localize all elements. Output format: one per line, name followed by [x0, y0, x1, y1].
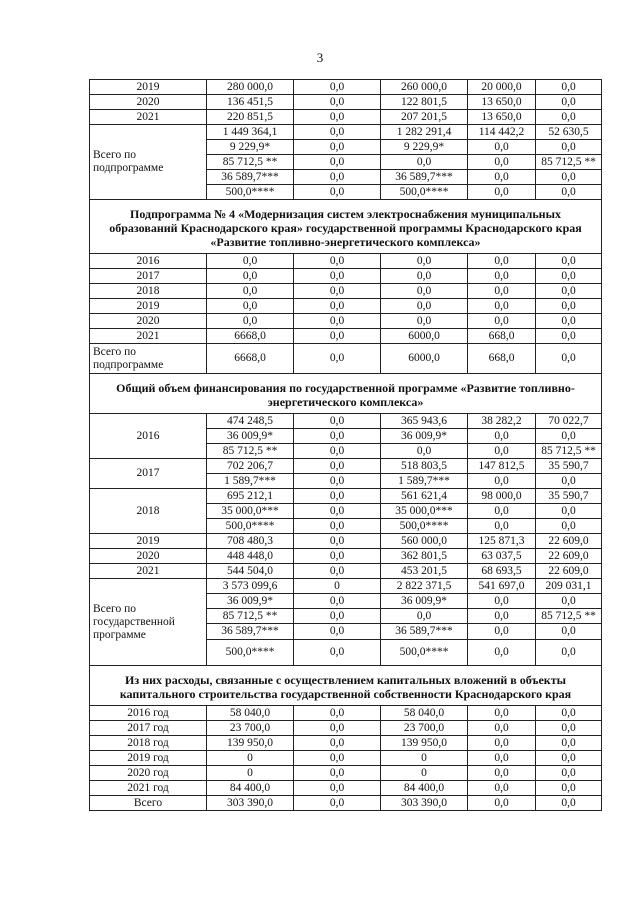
amount-cell-3: 500,0**** [381, 640, 468, 666]
table-row [90, 254, 602, 269]
amount-cell-3: 207 201,5 [381, 110, 468, 125]
amount-cell-5: 0,0 [536, 329, 602, 344]
amount-cell-4: 0,0 [468, 796, 536, 811]
amount-cell-2: 0,0 [294, 140, 381, 155]
amount-cell-4: 98 000,0 [468, 489, 536, 504]
amount-cell-2: 0,0 [294, 269, 381, 284]
amount-cell-3: 500,0**** [381, 185, 468, 200]
amount-cell-1: 500,0**** [207, 185, 294, 200]
amount-cell-5: 0,0 [536, 110, 602, 125]
amount-cell-5: 0,0 [536, 766, 602, 781]
amount-cell-3: 6000,0 [381, 344, 468, 374]
amount-cell-2: 0,0 [294, 594, 381, 609]
amount-cell-1: 544 504,0 [207, 564, 294, 579]
amount-cell-3: 1 282 291,4 [381, 125, 468, 140]
amount-cell-2: 0,0 [294, 504, 381, 519]
year-cell: 2018 [90, 284, 207, 299]
amount-cell-3: 2 822 371,5 [381, 579, 468, 594]
subprogram-4-heading: Подпрограмма № 4 «Модернизация систем электроснабжения муниципальных образований Краснодарского края» государственной программы Краснодарского края «Развитие топливно-энергетического комплекса» [90, 200, 602, 254]
amount-cell-3: 0,0 [381, 269, 468, 284]
amount-cell-3: 500,0**** [381, 519, 468, 534]
table-row [90, 80, 602, 95]
amount-cell-2: 0,0 [294, 489, 381, 504]
amount-cell-4: 0,0 [468, 254, 536, 269]
amount-cell-2: 0,0 [294, 534, 381, 549]
amount-cell-2: 0,0 [294, 549, 381, 564]
year-cell: 2017 [90, 459, 207, 489]
total-label: Всего по государственной программе [90, 579, 207, 666]
amount-cell-2: 0,0 [294, 624, 381, 640]
amount-cell-1: 702 206,7 [207, 459, 294, 474]
amount-cell-5: 0,0 [536, 624, 602, 640]
amount-cell-4: 0,0 [468, 284, 536, 299]
amount-cell-3: 362 801,5 [381, 549, 468, 564]
amount-cell-1: 3 573 099,6 [207, 579, 294, 594]
amount-cell-2: 0,0 [294, 110, 381, 125]
amount-cell-3: 84 400,0 [381, 781, 468, 796]
amount-cell-4: 0,0 [468, 504, 536, 519]
amount-cell-4: 147 812,5 [468, 459, 536, 474]
amount-cell-5: 0,0 [536, 594, 602, 609]
table-row [90, 284, 602, 299]
year-cell: 2019 [90, 80, 207, 95]
table-row [90, 95, 602, 110]
amount-cell-1: 36 009,9* [207, 594, 294, 609]
amount-cell-3: 518 803,5 [381, 459, 468, 474]
amount-cell-2: 0,0 [294, 519, 381, 534]
year-cell: 2018 год [90, 736, 207, 751]
amount-cell-3: 0,0 [381, 155, 468, 170]
amount-cell-4: 0,0 [468, 781, 536, 796]
amount-cell-2: 0,0 [294, 344, 381, 374]
amount-cell-2: 0,0 [294, 329, 381, 344]
amount-cell-1: 139 950,0 [207, 736, 294, 751]
total-row [90, 344, 602, 374]
amount-cell-2: 0,0 [294, 185, 381, 200]
table-row [90, 736, 602, 751]
table-row [90, 110, 602, 125]
amount-cell-1: 85 712,5 ** [207, 155, 294, 170]
table-row [90, 781, 602, 796]
amount-cell-4: 0,0 [468, 519, 536, 534]
amount-cell-4: 20 000,0 [468, 80, 536, 95]
amount-cell-3: 0,0 [381, 299, 468, 314]
amount-cell-3: 35 000,0*** [381, 504, 468, 519]
amount-cell-5: 0,0 [536, 140, 602, 155]
amount-cell-3: 122 801,5 [381, 95, 468, 110]
amount-cell-4: 0,0 [468, 721, 536, 736]
amount-cell-4: 0,0 [468, 314, 536, 329]
year-cell: 2016 [90, 414, 207, 459]
amount-cell-1: 1 589,7*** [207, 474, 294, 489]
amount-cell-3: 1 589,7*** [381, 474, 468, 489]
amount-cell-3: 0,0 [381, 444, 468, 459]
amount-cell-3: 36 589,7*** [381, 624, 468, 640]
amount-cell-4: 0,0 [468, 299, 536, 314]
amount-cell-1: 136 451,5 [207, 95, 294, 110]
year-cell: 2020 [90, 95, 207, 110]
amount-cell-1: 9 229,9* [207, 140, 294, 155]
amount-cell-2: 0,0 [294, 721, 381, 736]
table-row [90, 329, 602, 344]
amount-cell-4: 0,0 [468, 140, 536, 155]
amount-cell-1: 36 589,7*** [207, 170, 294, 185]
table-row [90, 751, 602, 766]
total-label: Всего по подпрограмме [90, 344, 207, 374]
table-row [90, 314, 602, 329]
year-cell: 2016 год [90, 706, 207, 721]
amount-cell-4: 125 871,3 [468, 534, 536, 549]
amount-cell-1: 23 700,0 [207, 721, 294, 736]
year-cell: 2019 [90, 534, 207, 549]
amount-cell-4: 0,0 [468, 474, 536, 489]
amount-cell-3: 560 000,0 [381, 534, 468, 549]
amount-cell-4: 0,0 [468, 155, 536, 170]
amount-cell-2: 0,0 [294, 254, 381, 269]
amount-cell-1: 220 851,5 [207, 110, 294, 125]
amount-cell-5: 0,0 [536, 796, 602, 811]
amount-cell-5: 0,0 [536, 269, 602, 284]
year-cell: 2016 [90, 254, 207, 269]
amount-cell-2: 0,0 [294, 459, 381, 474]
amount-cell-2: 0,0 [294, 95, 381, 110]
amount-cell-5: 0,0 [536, 519, 602, 534]
amount-cell-2: 0,0 [294, 80, 381, 95]
amount-cell-4: 0,0 [468, 624, 536, 640]
amount-cell-4: 668,0 [468, 344, 536, 374]
amount-cell-5: 0,0 [536, 721, 602, 736]
year-cell: 2019 год [90, 751, 207, 766]
amount-cell-5: 85 712,5 ** [536, 609, 602, 624]
amount-cell-5: 85 712,5 ** [536, 444, 602, 459]
amount-cell-4: 114 442,2 [468, 125, 536, 140]
table-row [90, 269, 602, 284]
amount-cell-5: 209 031,1 [536, 579, 602, 594]
table-row [90, 766, 602, 781]
amount-cell-1: 280 000,0 [207, 80, 294, 95]
amount-cell-4: 0,0 [468, 170, 536, 185]
table-row [90, 721, 602, 736]
amount-cell-3: 260 000,0 [381, 80, 468, 95]
amount-cell-2: 0,0 [294, 609, 381, 624]
amount-cell-5: 0,0 [536, 640, 602, 666]
amount-cell-4: 0,0 [468, 269, 536, 284]
amount-cell-1: 35 000,0*** [207, 504, 294, 519]
year-cell: 2020 год [90, 766, 207, 781]
amount-cell-3: 139 950,0 [381, 736, 468, 751]
amount-cell-5: 0,0 [536, 170, 602, 185]
amount-cell-3: 303 390,0 [381, 796, 468, 811]
amount-cell-2: 0,0 [294, 125, 381, 140]
financing-table [89, 79, 602, 811]
table-row [90, 579, 602, 594]
amount-cell-1: 708 480,3 [207, 534, 294, 549]
amount-cell-5: 22 609,0 [536, 534, 602, 549]
year-cell: 2021 [90, 110, 207, 125]
amount-cell-1: 6668,0 [207, 329, 294, 344]
amount-cell-3: 9 229,9* [381, 140, 468, 155]
amount-cell-4: 13 650,0 [468, 110, 536, 125]
year-cell: 2021 [90, 329, 207, 344]
amount-cell-1: 500,0**** [207, 640, 294, 666]
amount-cell-1: 474 248,5 [207, 414, 294, 429]
amount-cell-3: 0,0 [381, 609, 468, 624]
amount-cell-1: 85 712,5 ** [207, 444, 294, 459]
amount-cell-5: 70 022,7 [536, 414, 602, 429]
amount-cell-4: 68 693,5 [468, 564, 536, 579]
amount-cell-4: 0,0 [468, 444, 536, 459]
amount-cell-4: 668,0 [468, 329, 536, 344]
amount-cell-5: 0,0 [536, 185, 602, 200]
amount-cell-2: 0,0 [294, 766, 381, 781]
amount-cell-2: 0,0 [294, 155, 381, 170]
amount-cell-1: 695 212,1 [207, 489, 294, 504]
amount-cell-3: 0 [381, 766, 468, 781]
amount-cell-3: 0,0 [381, 314, 468, 329]
amount-cell-5: 0,0 [536, 344, 602, 374]
amount-cell-5: 0,0 [536, 474, 602, 489]
amount-cell-2: 0,0 [294, 284, 381, 299]
amount-cell-1: 0 [207, 751, 294, 766]
amount-cell-5: 52 630,5 [536, 125, 602, 140]
amount-cell-5: 0,0 [536, 314, 602, 329]
amount-cell-4: 0,0 [468, 185, 536, 200]
amount-cell-4: 0,0 [468, 609, 536, 624]
year-cell: 2021 год [90, 781, 207, 796]
amount-cell-3: 36 009,9* [381, 429, 468, 444]
table-row [90, 414, 602, 429]
amount-cell-4: 0,0 [468, 751, 536, 766]
amount-cell-2: 0,0 [294, 474, 381, 489]
amount-cell-3: 0,0 [381, 284, 468, 299]
amount-cell-4: 541 697,0 [468, 579, 536, 594]
year-cell: 2019 [90, 299, 207, 314]
amount-cell-1: 36 589,7*** [207, 624, 294, 640]
year-cell: 2020 [90, 314, 207, 329]
amount-cell-2: 0,0 [294, 564, 381, 579]
year-cell: 2017 [90, 269, 207, 284]
table-row [90, 549, 602, 564]
amount-cell-5: 0,0 [536, 706, 602, 721]
amount-cell-5: 22 609,0 [536, 564, 602, 579]
amount-cell-3: 0 [381, 751, 468, 766]
amount-cell-1: 6668,0 [207, 344, 294, 374]
amount-cell-3: 365 943,6 [381, 414, 468, 429]
total-financing-heading: Общий объем финансирования по государственной программе «Развитие топливно-энергетического комплекса» [90, 374, 602, 414]
amount-cell-5: 0,0 [536, 429, 602, 444]
table-row [90, 564, 602, 579]
amount-cell-2: 0,0 [294, 640, 381, 666]
amount-cell-1: 0,0 [207, 284, 294, 299]
amount-cell-1: 0 [207, 766, 294, 781]
amount-cell-4: 0,0 [468, 736, 536, 751]
amount-cell-3: 561 621,4 [381, 489, 468, 504]
amount-cell-2: 0,0 [294, 429, 381, 444]
amount-cell-1: 500,0**** [207, 519, 294, 534]
amount-cell-2: 0,0 [294, 299, 381, 314]
amount-cell-1: 84 400,0 [207, 781, 294, 796]
amount-cell-5: 35 590,7 [536, 489, 602, 504]
amount-cell-4: 0,0 [468, 640, 536, 666]
table-row [90, 299, 602, 314]
table-row [90, 125, 602, 140]
capital-investment-heading: Из них расходы, связанные с осуществлением капитальных вложений в объекты капитального строительства государственной собственности Краснодарского края [90, 666, 602, 706]
amount-cell-2: 0,0 [294, 314, 381, 329]
amount-cell-2: 0,0 [294, 796, 381, 811]
year-cell: Всего [90, 796, 207, 811]
amount-cell-1: 0,0 [207, 314, 294, 329]
amount-cell-3: 0,0 [381, 254, 468, 269]
table-row [90, 459, 602, 474]
amount-cell-5: 0,0 [536, 781, 602, 796]
amount-cell-5: 0,0 [536, 254, 602, 269]
amount-cell-5: 0,0 [536, 299, 602, 314]
amount-cell-2: 0,0 [294, 781, 381, 796]
amount-cell-1: 448 448,0 [207, 549, 294, 564]
amount-cell-5: 0,0 [536, 736, 602, 751]
amount-cell-2: 0,0 [294, 751, 381, 766]
amount-cell-5: 0,0 [536, 751, 602, 766]
section-heading-row [90, 374, 602, 414]
year-cell: 2017 год [90, 721, 207, 736]
amount-cell-2: 0,0 [294, 706, 381, 721]
amount-cell-5: 0,0 [536, 80, 602, 95]
amount-cell-1: 85 712,5 ** [207, 609, 294, 624]
table-row [90, 489, 602, 504]
amount-cell-1: 0,0 [207, 299, 294, 314]
section-heading-row [90, 200, 602, 254]
amount-cell-4: 63 037,5 [468, 549, 536, 564]
amount-cell-3: 36 589,7*** [381, 170, 468, 185]
amount-cell-2: 0,0 [294, 736, 381, 751]
amount-cell-4: 0,0 [468, 429, 536, 444]
amount-cell-3: 58 040,0 [381, 706, 468, 721]
amount-cell-5: 0,0 [536, 95, 602, 110]
year-cell: 2020 [90, 549, 207, 564]
amount-cell-5: 0,0 [536, 284, 602, 299]
table-row [90, 796, 602, 811]
amount-cell-4: 13 650,0 [468, 95, 536, 110]
amount-cell-1: 58 040,0 [207, 706, 294, 721]
amount-cell-5: 85 712,5 ** [536, 155, 602, 170]
amount-cell-2: 0,0 [294, 444, 381, 459]
amount-cell-5: 35 590,7 [536, 459, 602, 474]
table-row [90, 706, 602, 721]
amount-cell-2: 0,0 [294, 170, 381, 185]
amount-cell-1: 36 009,9* [207, 429, 294, 444]
amount-cell-3: 36 009,9* [381, 594, 468, 609]
table-row [90, 534, 602, 549]
amount-cell-4: 0,0 [468, 706, 536, 721]
section-heading-row [90, 666, 602, 706]
amount-cell-2: 0 [294, 579, 381, 594]
amount-cell-3: 23 700,0 [381, 721, 468, 736]
total-label: Всего по подпрограмме [90, 125, 207, 200]
amount-cell-1: 0,0 [207, 254, 294, 269]
page-number: 3 [316, 50, 324, 65]
amount-cell-3: 6000,0 [381, 329, 468, 344]
amount-cell-3: 453 201,5 [381, 564, 468, 579]
amount-cell-4: 38 282,2 [468, 414, 536, 429]
amount-cell-4: 0,0 [468, 594, 536, 609]
amount-cell-4: 0,0 [468, 766, 536, 781]
amount-cell-1: 1 449 364,1 [207, 125, 294, 140]
year-cell: 2021 [90, 564, 207, 579]
year-cell: 2018 [90, 489, 207, 534]
amount-cell-5: 22 609,0 [536, 549, 602, 564]
amount-cell-5: 0,0 [536, 504, 602, 519]
amount-cell-1: 303 390,0 [207, 796, 294, 811]
amount-cell-2: 0,0 [294, 414, 381, 429]
amount-cell-1: 0,0 [207, 269, 294, 284]
